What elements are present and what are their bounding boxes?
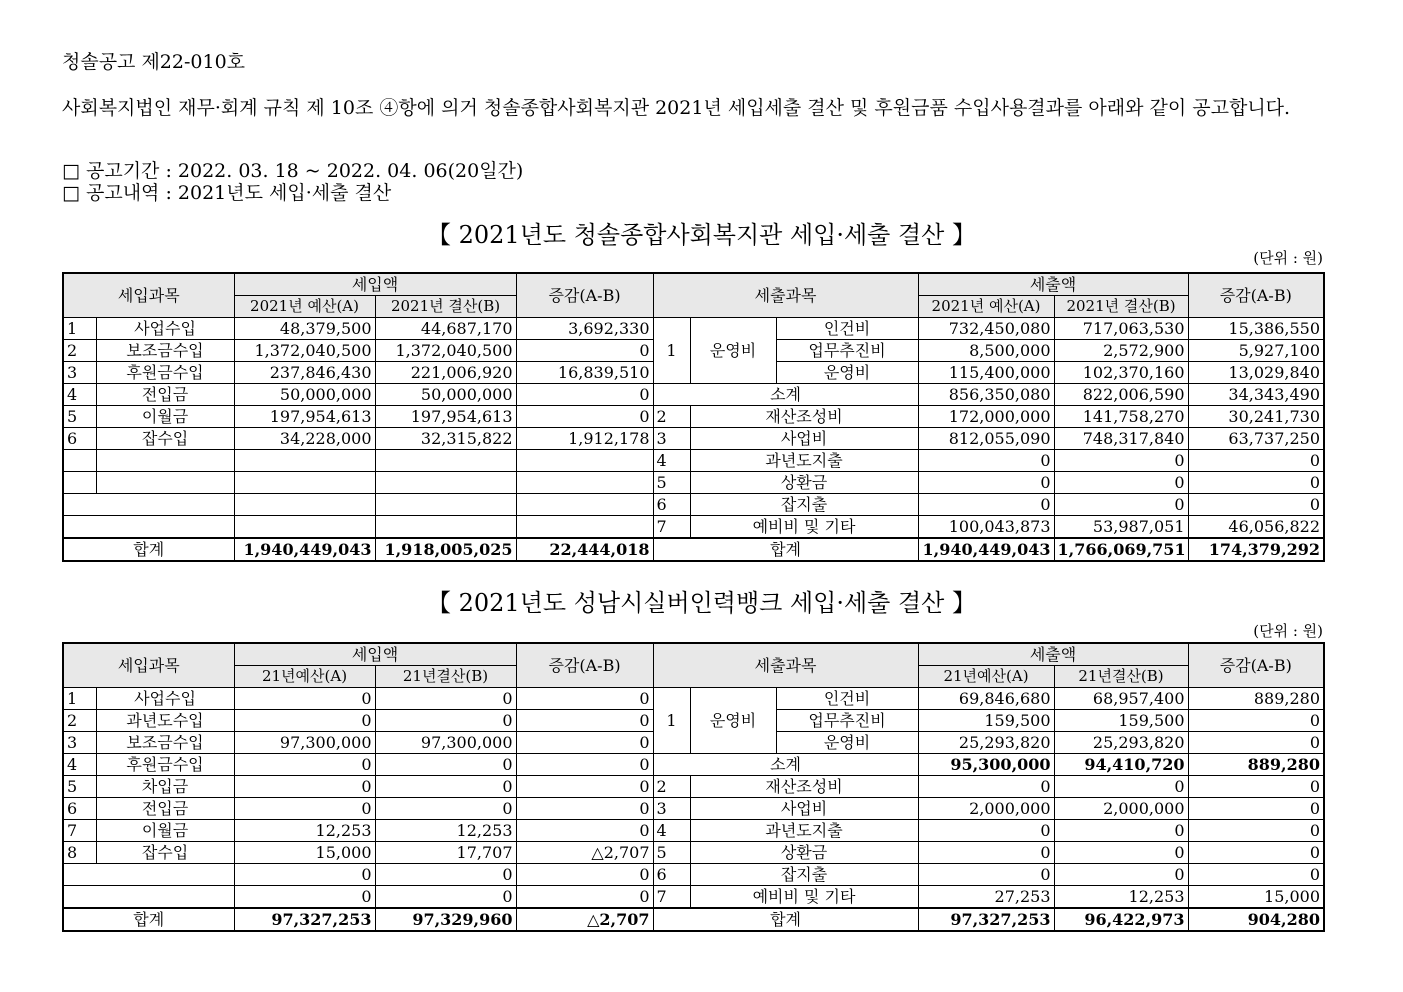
exp-settle: 25,293,820 (1054, 732, 1188, 754)
rev-total-settle: 97,329,960 (375, 908, 516, 931)
rev-item-header: 세입과목 (63, 273, 234, 318)
rev-budget: 0 (234, 798, 375, 820)
rev-empty-no (63, 450, 96, 472)
rev-settle: 1,372,040,500 (375, 340, 516, 362)
exp-budget: 69,846,680 (918, 688, 1054, 710)
rev-settle: 0 (375, 798, 516, 820)
rev-name: 전입금 (96, 798, 234, 820)
rev-name: 차입금 (96, 776, 234, 798)
exp-settle: 2,000,000 (1054, 798, 1188, 820)
rev-empty-name (96, 472, 234, 494)
table-row (63, 776, 1324, 798)
rev-no: 5 (63, 776, 96, 798)
table-row (63, 428, 1324, 450)
exp-budget: 0 (918, 864, 1054, 886)
rev-total-settle: 1,918,005,025 (375, 538, 516, 561)
exp-settle: 0 (1054, 450, 1188, 472)
exp-subtotal-label: 소계 (653, 384, 918, 406)
rev-amount-header: 세입액 (234, 643, 516, 666)
rev-settle: 0 (375, 864, 516, 886)
rev-budget-header: 21년예산(A) (234, 666, 375, 688)
rev-budget: 0 (234, 688, 375, 710)
exp-settle: 748,317,840 (1054, 428, 1188, 450)
table-row (63, 820, 1324, 842)
rev-empty-diff (516, 494, 653, 516)
rev-name: 보조금수입 (96, 340, 234, 362)
exp-budget: 100,043,873 (918, 516, 1054, 539)
rev-budget: 0 (234, 864, 375, 886)
rev-empty-settle (375, 450, 516, 472)
exp-settle: 53,987,051 (1054, 516, 1188, 539)
exp-name: 예비비 및 기타 (690, 886, 918, 909)
exp-budget: 0 (918, 820, 1054, 842)
rev-budget: 237,846,430 (234, 362, 375, 384)
exp-no: 6 (653, 864, 690, 886)
table-row (63, 886, 1324, 909)
exp-settle-header: 2021년 결산(B) (1054, 296, 1188, 318)
exp-diff: 46,056,822 (1188, 516, 1324, 539)
exp-total-settle: 96,422,973 (1054, 908, 1188, 931)
exp-name: 예비비 및 기타 (690, 516, 918, 539)
rev-no: 3 (63, 732, 96, 754)
exp-subtotal-budget: 856,350,080 (918, 384, 1054, 406)
rev-settle: 0 (375, 710, 516, 732)
exp-no: 4 (653, 450, 690, 472)
exp-diff: 15,000 (1188, 886, 1324, 909)
exp-settle: 0 (1054, 776, 1188, 798)
exp-name: 재산조성비 (690, 776, 918, 798)
exp-subtotal-diff: 889,280 (1188, 754, 1324, 776)
exp-no: 5 (653, 842, 690, 864)
notice-period: □ 공고기간 : 2022. 03. 18 ~ 2022. 04. 06(20일간) (62, 160, 524, 182)
rev-empty-name (96, 450, 234, 472)
rev-name: 이월금 (96, 820, 234, 842)
rev-no: 8 (63, 842, 96, 864)
total-row (63, 908, 1324, 931)
exp-settle: 2,572,900 (1054, 340, 1188, 362)
exp-diff: 0 (1188, 864, 1324, 886)
exp-settle: 141,758,270 (1054, 406, 1188, 428)
table1-unit: (단위 : 원) (1253, 249, 1323, 267)
exp-no: 2 (653, 776, 690, 798)
settlement-table-1 (62, 272, 1325, 562)
rev-empty-cell (63, 864, 234, 886)
exp-diff-header: 증감(A-B) (1188, 643, 1324, 688)
exp-settle: 0 (1054, 494, 1188, 516)
rev-empty-budget (234, 494, 375, 516)
exp-budget: 25,293,820 (918, 732, 1054, 754)
rev-diff: 0 (516, 406, 653, 428)
exp-settle: 717,063,530 (1054, 318, 1188, 340)
rev-name: 후원금수입 (96, 754, 234, 776)
rev-total-label: 합계 (63, 538, 234, 561)
exp-subtotal-settle: 94,410,720 (1054, 754, 1188, 776)
exp-name: 상환금 (690, 842, 918, 864)
table-row (63, 450, 1324, 472)
rev-diff: 0 (516, 886, 653, 909)
rev-total-budget: 97,327,253 (234, 908, 375, 931)
rev-budget: 34,228,000 (234, 428, 375, 450)
exp-diff: 30,241,730 (1188, 406, 1324, 428)
exp-item-header: 세출과목 (653, 643, 918, 688)
exp-budget: 2,000,000 (918, 798, 1054, 820)
exp-total-budget: 97,327,253 (918, 908, 1054, 931)
exp-diff: 13,029,840 (1188, 362, 1324, 384)
exp-diff: 0 (1188, 710, 1324, 732)
rev-name: 보조금수입 (96, 732, 234, 754)
rev-diff: 0 (516, 776, 653, 798)
exp-total-budget: 1,940,449,043 (918, 538, 1054, 561)
rev-settle: 0 (375, 776, 516, 798)
table-row (63, 318, 1324, 340)
exp-budget: 0 (918, 450, 1054, 472)
exp-total-settle: 1,766,069,751 (1054, 538, 1188, 561)
rev-name: 잡수입 (96, 428, 234, 450)
rev-diff: 0 (516, 732, 653, 754)
rev-empty-settle (375, 494, 516, 516)
rev-budget: 48,379,500 (234, 318, 375, 340)
rev-settle: 12,253 (375, 820, 516, 842)
exp-budget: 115,400,000 (918, 362, 1054, 384)
exp-settle: 0 (1054, 472, 1188, 494)
table-row (63, 864, 1324, 886)
rev-no: 6 (63, 798, 96, 820)
rev-no: 4 (63, 754, 96, 776)
exp-budget: 8,500,000 (918, 340, 1054, 362)
rev-empty-budget (234, 516, 375, 539)
exp-settle: 12,253 (1054, 886, 1188, 909)
exp-no: 7 (653, 516, 690, 539)
rev-no: 2 (63, 710, 96, 732)
exp-name: 잡지출 (690, 864, 918, 886)
rev-settle: 17,707 (375, 842, 516, 864)
rev-empty-cell (63, 494, 234, 516)
rev-budget: 0 (234, 776, 375, 798)
table2-unit: (단위 : 원) (1253, 622, 1323, 640)
rev-diff: 0 (516, 340, 653, 362)
rev-no: 7 (63, 820, 96, 842)
exp-total-label: 합계 (653, 538, 918, 561)
rev-diff: △2,707 (516, 842, 653, 864)
rev-budget-header: 2021년 예산(A) (234, 296, 375, 318)
rev-item-header: 세입과목 (63, 643, 234, 688)
total-row (63, 538, 1324, 561)
rev-budget: 0 (234, 886, 375, 909)
exp-no: 7 (653, 886, 690, 909)
rev-diff: 0 (516, 864, 653, 886)
table2-title: 【 2021년도 성남시실버인력뱅크 세입·세출 결산 】 (427, 589, 976, 617)
exp-settle: 102,370,160 (1054, 362, 1188, 384)
exp-diff: 0 (1188, 450, 1324, 472)
rev-diff: 0 (516, 798, 653, 820)
exp-no: 3 (653, 798, 690, 820)
exp-diff: 5,927,100 (1188, 340, 1324, 362)
exp-total-label: 합계 (653, 908, 918, 931)
exp-name: 재산조성비 (690, 406, 918, 428)
rev-empty-diff (516, 472, 653, 494)
exp-diff-header: 증감(A-B) (1188, 273, 1324, 318)
rev-diff: 0 (516, 710, 653, 732)
rev-diff-header: 증감(A-B) (516, 643, 653, 688)
exp-no: 3 (653, 428, 690, 450)
rev-empty-diff (516, 450, 653, 472)
exp-amount-header: 세출액 (918, 273, 1188, 296)
exp-diff: 0 (1188, 842, 1324, 864)
exp-settle-header: 21년결산(B) (1054, 666, 1188, 688)
exp-sub-name: 운영비 (776, 362, 918, 384)
exp-budget: 159,500 (918, 710, 1054, 732)
rev-empty-cell (63, 886, 234, 909)
rev-settle: 0 (375, 688, 516, 710)
exp-name: 과년도지출 (690, 450, 918, 472)
rev-budget: 97,300,000 (234, 732, 375, 754)
table1-title: 【 2021년도 청솔종합사회복지관 세입·세출 결산 】 (427, 221, 976, 249)
exp-group-no: 1 (653, 318, 690, 384)
rev-settle: 0 (375, 886, 516, 909)
rev-empty-cell (63, 516, 234, 539)
rev-diff: 3,692,330 (516, 318, 653, 340)
rev-name: 과년도수입 (96, 710, 234, 732)
rev-diff: 1,912,178 (516, 428, 653, 450)
exp-diff: 0 (1188, 472, 1324, 494)
rev-no: 1 (63, 318, 96, 340)
exp-sub-name: 인건비 (776, 688, 918, 710)
rev-empty-settle (375, 472, 516, 494)
rev-diff: 0 (516, 820, 653, 842)
exp-budget-header: 21년예산(A) (918, 666, 1054, 688)
exp-name: 과년도지출 (690, 820, 918, 842)
rev-settle: 50,000,000 (375, 384, 516, 406)
exp-no: 2 (653, 406, 690, 428)
rev-total-diff: △2,707 (516, 908, 653, 931)
rev-settle: 44,687,170 (375, 318, 516, 340)
exp-budget: 27,253 (918, 886, 1054, 909)
rev-settle-header: 21년결산(B) (375, 666, 516, 688)
exp-budget: 0 (918, 472, 1054, 494)
exp-no: 5 (653, 472, 690, 494)
table-row (63, 384, 1324, 406)
table-row (63, 516, 1324, 539)
rev-budget: 0 (234, 754, 375, 776)
rev-total-budget: 1,940,449,043 (234, 538, 375, 561)
exp-subtotal-label: 소계 (653, 754, 918, 776)
exp-name: 사업비 (690, 798, 918, 820)
rev-name: 후원금수입 (96, 362, 234, 384)
table-row (63, 406, 1324, 428)
exp-group-name: 운영비 (690, 688, 776, 754)
table-row (63, 798, 1324, 820)
rev-diff: 0 (516, 688, 653, 710)
exp-budget: 0 (918, 776, 1054, 798)
exp-diff: 0 (1188, 494, 1324, 516)
exp-settle: 68,957,400 (1054, 688, 1188, 710)
exp-settle: 0 (1054, 842, 1188, 864)
notice-content: □ 공고내역 : 2021년도 세입·세출 결산 (62, 182, 392, 204)
exp-diff: 15,386,550 (1188, 318, 1324, 340)
table-row (63, 754, 1324, 776)
exp-total-diff: 174,379,292 (1188, 538, 1324, 561)
rev-empty-no (63, 472, 96, 494)
rev-name: 전입금 (96, 384, 234, 406)
rev-name: 사업수입 (96, 688, 234, 710)
table-row (63, 494, 1324, 516)
rev-no: 2 (63, 340, 96, 362)
exp-sub-name: 운영비 (776, 732, 918, 754)
rev-name: 사업수입 (96, 318, 234, 340)
exp-subtotal-budget: 95,300,000 (918, 754, 1054, 776)
exp-budget: 172,000,000 (918, 406, 1054, 428)
exp-item-header: 세출과목 (653, 273, 918, 318)
exp-no: 6 (653, 494, 690, 516)
exp-settle: 159,500 (1054, 710, 1188, 732)
rev-amount-header: 세입액 (234, 273, 516, 296)
exp-group-name: 운영비 (690, 318, 776, 384)
exp-group-no: 1 (653, 688, 690, 754)
exp-sub-name: 업무추진비 (776, 710, 918, 732)
exp-diff: 0 (1188, 776, 1324, 798)
table-row (63, 688, 1324, 710)
rev-no: 4 (63, 384, 96, 406)
settlement-table-2 (62, 642, 1325, 932)
rev-no: 3 (63, 362, 96, 384)
rev-settle: 32,315,822 (375, 428, 516, 450)
exp-sub-name: 인건비 (776, 318, 918, 340)
exp-budget-header: 2021년 예산(A) (918, 296, 1054, 318)
exp-subtotal-settle: 822,006,590 (1054, 384, 1188, 406)
exp-budget: 732,450,080 (918, 318, 1054, 340)
rev-settle-header: 2021년 결산(B) (375, 296, 516, 318)
exp-sub-name: 업무추진비 (776, 340, 918, 362)
rev-name: 잡수입 (96, 842, 234, 864)
exp-diff: 889,280 (1188, 688, 1324, 710)
rev-settle: 197,954,613 (375, 406, 516, 428)
rev-settle: 97,300,000 (375, 732, 516, 754)
exp-name: 잡지출 (690, 494, 918, 516)
exp-budget: 812,055,090 (918, 428, 1054, 450)
notice-number: 청솔공고 제22-010호 (62, 51, 246, 73)
exp-settle: 0 (1054, 820, 1188, 842)
rev-total-label: 합계 (63, 908, 234, 931)
exp-amount-header: 세출액 (918, 643, 1188, 666)
rev-empty-budget (234, 450, 375, 472)
rev-no: 1 (63, 688, 96, 710)
exp-name: 사업비 (690, 428, 918, 450)
exp-budget: 0 (918, 494, 1054, 516)
rev-budget: 15,000 (234, 842, 375, 864)
rev-budget: 0 (234, 710, 375, 732)
rev-total-diff: 22,444,018 (516, 538, 653, 561)
rev-empty-budget (234, 472, 375, 494)
rev-diff: 16,839,510 (516, 362, 653, 384)
table-row (63, 472, 1324, 494)
rev-diff: 0 (516, 754, 653, 776)
notice-body: 사회복지법인 재무·회계 규칙 제 10조 ④항에 의거 청솔종합사회복지관 2021년 세입세출 결산 및 후원금품 수입사용결과를 아래와 같이 공고합니다. (62, 97, 1291, 119)
rev-diff: 0 (516, 384, 653, 406)
exp-budget: 0 (918, 842, 1054, 864)
exp-no: 4 (653, 820, 690, 842)
table-row (63, 842, 1324, 864)
rev-empty-settle (375, 516, 516, 539)
exp-diff: 63,737,250 (1188, 428, 1324, 450)
exp-name: 상환금 (690, 472, 918, 494)
exp-subtotal-diff: 34,343,490 (1188, 384, 1324, 406)
exp-settle: 0 (1054, 864, 1188, 886)
rev-settle: 221,006,920 (375, 362, 516, 384)
exp-diff: 0 (1188, 798, 1324, 820)
rev-no: 6 (63, 428, 96, 450)
rev-settle: 0 (375, 754, 516, 776)
exp-total-diff: 904,280 (1188, 908, 1324, 931)
rev-budget: 197,954,613 (234, 406, 375, 428)
rev-empty-diff (516, 516, 653, 539)
rev-diff-header: 증감(A-B) (516, 273, 653, 318)
exp-diff: 0 (1188, 732, 1324, 754)
rev-budget: 1,372,040,500 (234, 340, 375, 362)
exp-diff: 0 (1188, 820, 1324, 842)
rev-name: 이월금 (96, 406, 234, 428)
rev-no: 5 (63, 406, 96, 428)
rev-budget: 50,000,000 (234, 384, 375, 406)
rev-budget: 12,253 (234, 820, 375, 842)
